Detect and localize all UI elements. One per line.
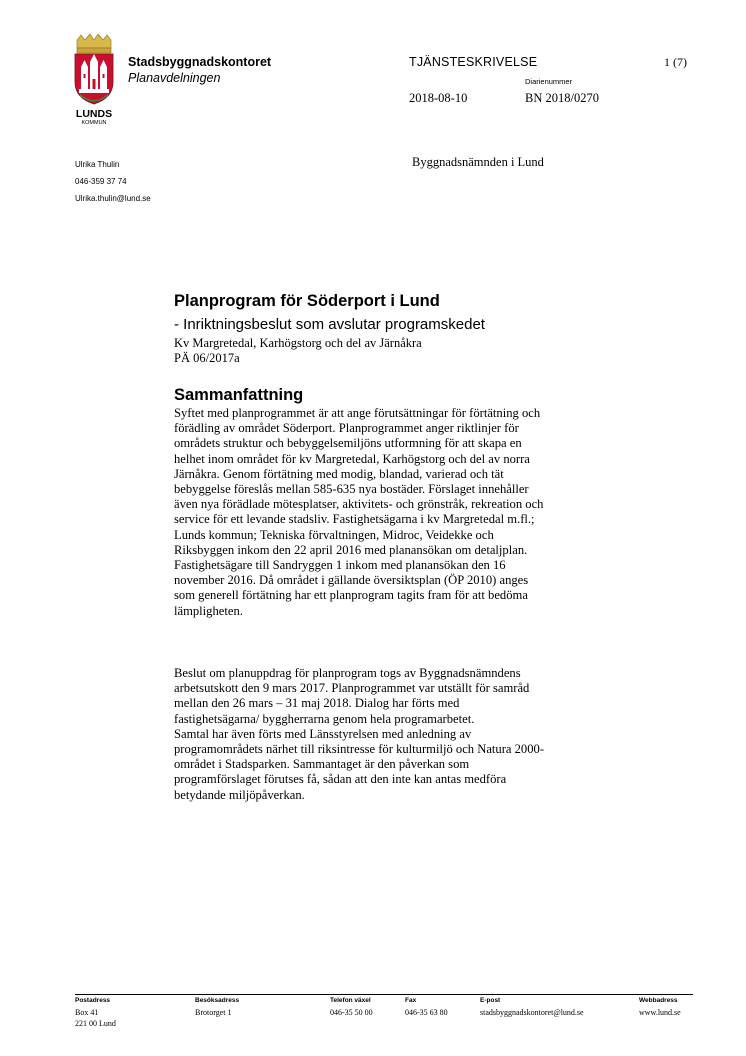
logo-text-kommun: KOMMUN	[81, 120, 107, 126]
paragraph-line: service för ett levande stadsliv. Fastighetsägarna i kv Margretedal m.fl.;	[174, 512, 535, 527]
paragraph-line: även nya förädlade mötesplatser, aktivitets- och grönstråk, rekreation och	[174, 497, 544, 512]
paragraph-line: Riksbyggen inkom den 22 april 2016 med planansökan om detaljplan.	[174, 542, 528, 557]
paragraph-line: lämpligheten.	[174, 603, 243, 618]
footer-telefon: 046-35 50 00	[330, 1008, 373, 1017]
footer-epost-label: E-post	[480, 997, 501, 1004]
recipient: Byggnadsnämnden i Lund	[412, 155, 544, 169]
footer-epost[interactable]: stadsbyggnadskontoret@lund.se	[480, 1008, 584, 1017]
paragraph-line: mellan den 26 mars – 31 maj 2018. Dialog har förts med	[174, 696, 460, 711]
summary-paragraph	[174, 406, 634, 619]
document-date: 2018-08-10	[409, 91, 468, 105]
diarienummer: BN 2018/0270	[525, 91, 599, 105]
paragraph-line: Samtal har även förts med Länsstyrelsen med anledning av	[174, 726, 472, 741]
footer-postadress-line: 221 00 Lund	[75, 1019, 116, 1028]
paragraph-line: arbetsutskott den 9 mars 2017. Planprogrammet var utställt för samråd	[174, 681, 530, 696]
document-subtitle: - Inriktningsbeslut som avslutar programskedet	[174, 316, 485, 333]
footer-besoksadress-label: Besöksadress	[195, 997, 240, 1004]
lunds-kommun-logo	[70, 34, 118, 126]
footer-webb-label: Webbadress	[639, 997, 678, 1004]
org-department: Planavdelningen	[128, 71, 221, 85]
contact-email: Ulrika.thulin@lund.se	[75, 194, 151, 203]
paragraph-line: betydande miljöpåverkan.	[174, 787, 305, 802]
meta-line: PÄ 06/2017a	[174, 351, 240, 365]
paragraph-line: programförslaget förutses få, sådan att den inte kan antas medföra	[174, 772, 507, 787]
footer-postadress	[75, 1007, 116, 1029]
paragraph-line: området i Stadsparken. Sammantaget är den påverkan som	[174, 757, 470, 772]
paragraph-line: som generell förtätning har ett planprogram tagits fram för att bedöma	[174, 588, 528, 603]
paragraph-line: november 2016. Då området i gällande översiktsplan (ÖP 2010) anges	[174, 573, 529, 588]
paragraph-line: bebyggelse föreslås mellan 585-635 nya bostäder. Förslaget innehåller	[174, 482, 529, 497]
summary-paragraph	[174, 666, 634, 803]
paragraph-line: Beslut om planuppdrag för planprogram togs av Byggnadsnämndens	[174, 666, 521, 680]
paragraph-line: fastighetsägarna/ byggherrarna genom hela programarbetet.	[174, 711, 475, 726]
contact-phone: 046-359 37 74	[75, 177, 127, 186]
summary-heading: Sammanfattning	[174, 386, 304, 404]
paragraph-line: områdets struktur och bebyggelsemiljöns utformning för att skapa en	[174, 436, 522, 451]
paragraph-line: Syftet med planprogrammet är att ange förutsättningar för förtätning och	[174, 406, 541, 420]
footer-telefon-label: Telefon växel	[330, 997, 371, 1004]
footer-besoksadress: Brotorget 1	[195, 1008, 232, 1017]
footer-postadress-line: Box 41	[75, 1008, 99, 1017]
paragraph-line: Järnåkra. Genom förtätning med modig, blandad, varierad och tät	[174, 466, 504, 481]
org-name: Stadsbyggnadskontoret	[128, 55, 272, 69]
footer-fax: 046-35 63 80	[405, 1008, 448, 1017]
footer-webb[interactable]: www.lund.se	[639, 1008, 681, 1017]
footer-postadress-label: Postadress	[75, 997, 111, 1004]
contact-name: Ulrika Thulin	[75, 160, 120, 169]
meta-line: Kv Margretedal, Karhögstorg och del av Järnåkra	[174, 336, 422, 350]
diarienummer-label: Diarienummer	[525, 77, 573, 86]
paragraph-line: Lunds kommun; Tekniska förvaltningen, Midroc, Veidekke och	[174, 527, 494, 542]
paragraph-line: programområdets närhet till riksintresse för kulturmiljö och Natura 2000-	[174, 742, 545, 757]
footer-divider	[75, 994, 693, 995]
document-title: Planprogram för Söderport i Lund	[174, 292, 440, 310]
logo-text-lunds: LUNDS	[75, 108, 113, 120]
paragraph-line: Fastighetsägare till Sandryggen 1 inkom med planansökan den 16	[174, 558, 506, 573]
paragraph-line: förädling av området Söderport. Planprogrammet anger riktlinjer för	[174, 421, 519, 436]
page-number: 1 (7)	[664, 55, 687, 69]
paragraph-line: helhet inom området för kv Margretedal, Karhögstorg och del av norra	[174, 451, 530, 466]
document-type: TJÄNSTESKRIVELSE	[409, 55, 538, 69]
footer-fax-label: Fax	[405, 997, 417, 1004]
coat-of-arms-icon	[70, 34, 118, 126]
